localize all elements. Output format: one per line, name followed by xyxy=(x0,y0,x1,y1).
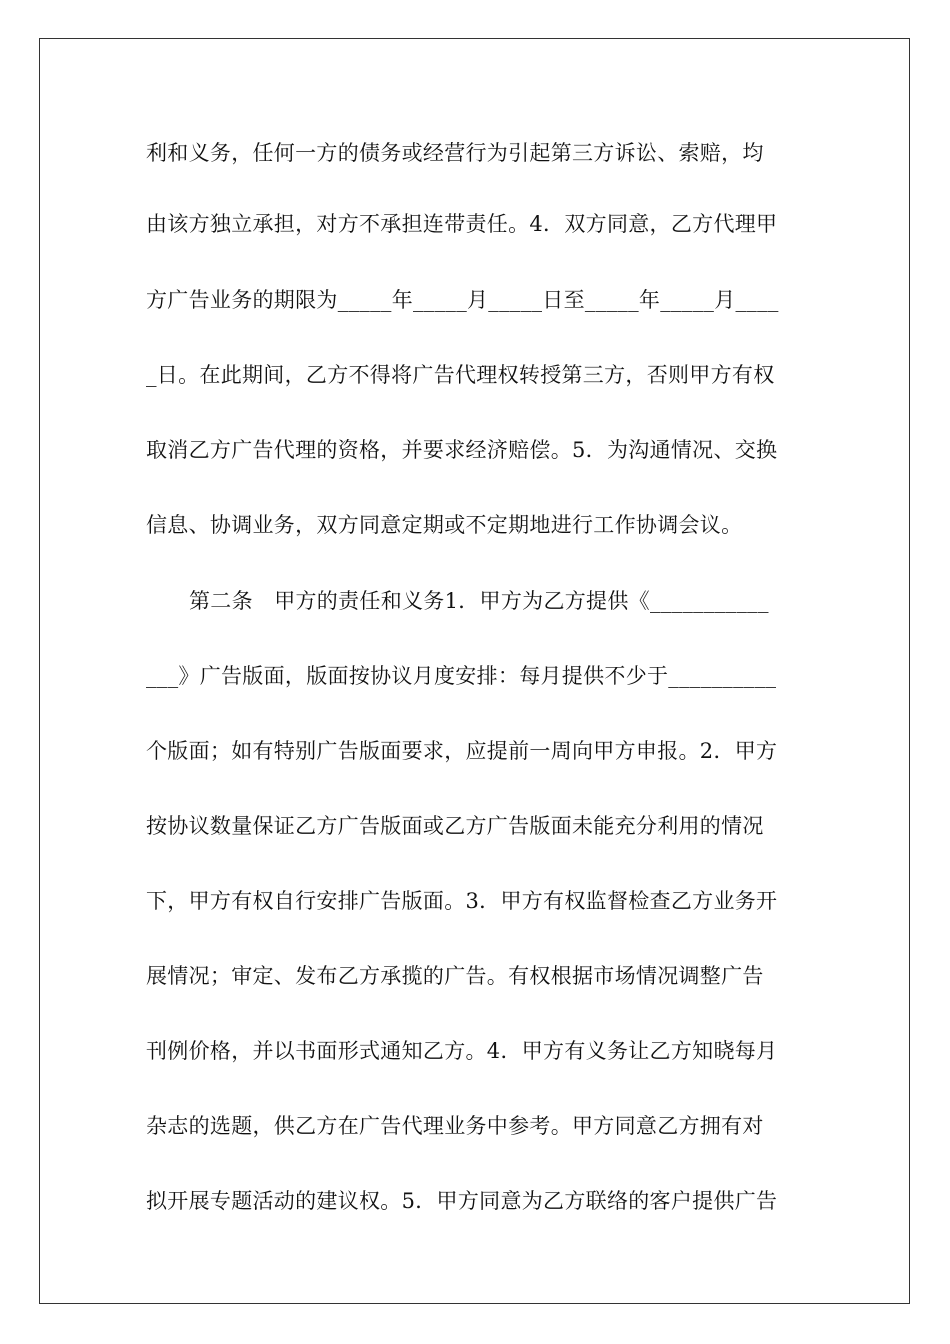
text-line: ___》广告版面，版面按协议月度安排：每月提供不少于__________ xyxy=(146,664,777,688)
text-line: _日。在此期间，乙方不得将广告代理权转授第三方，否则甲方有权 xyxy=(146,363,775,387)
text-line: 信息、协调业务，双方同意定期或不定期地进行工作协调会议。 xyxy=(146,513,743,537)
text-line: 按协议数量保证乙方广告版面或乙方广告版面未能充分利用的情况 xyxy=(146,814,764,838)
text-line: 方广告业务的期限为_____年_____月_____日至_____年_____月____ xyxy=(146,288,779,312)
text-line: 利和义务，任何一方的债务或经营行为引起第三方诉讼、索赔，均 xyxy=(146,141,764,165)
text-line: 取消乙方广告代理的资格，并要求经济赔偿。5．为沟通情况、交换 xyxy=(146,438,778,462)
text-line: 刊例价格，并以书面形式通知乙方。4．甲方有义务让乙方知晓每月 xyxy=(146,1039,778,1063)
text-line: 拟开展专题活动的建议权。5．甲方同意为乙方联络的客户提供广告 xyxy=(146,1189,778,1213)
section-heading-line: 第二条 甲方的责任和义务1．甲方为乙方提供《___________ xyxy=(189,589,769,613)
text-line: 下，甲方有权自行安排广告版面。3．甲方有权监督检查乙方业务开 xyxy=(146,889,778,913)
text-line: 展情况；审定、发布乙方承揽的广告。有权根据市场情况调整广告 xyxy=(146,964,764,988)
text-line: 个版面；如有特别广告版面要求，应提前一周向甲方申报。2．甲方 xyxy=(146,739,778,763)
text-line: 由该方独立承担，对方不承担连带责任。4．双方同意，乙方代理甲 xyxy=(146,212,778,236)
text-line: 杂志的选题，供乙方在广告代理业务中参考。甲方同意乙方拥有对 xyxy=(146,1114,764,1138)
